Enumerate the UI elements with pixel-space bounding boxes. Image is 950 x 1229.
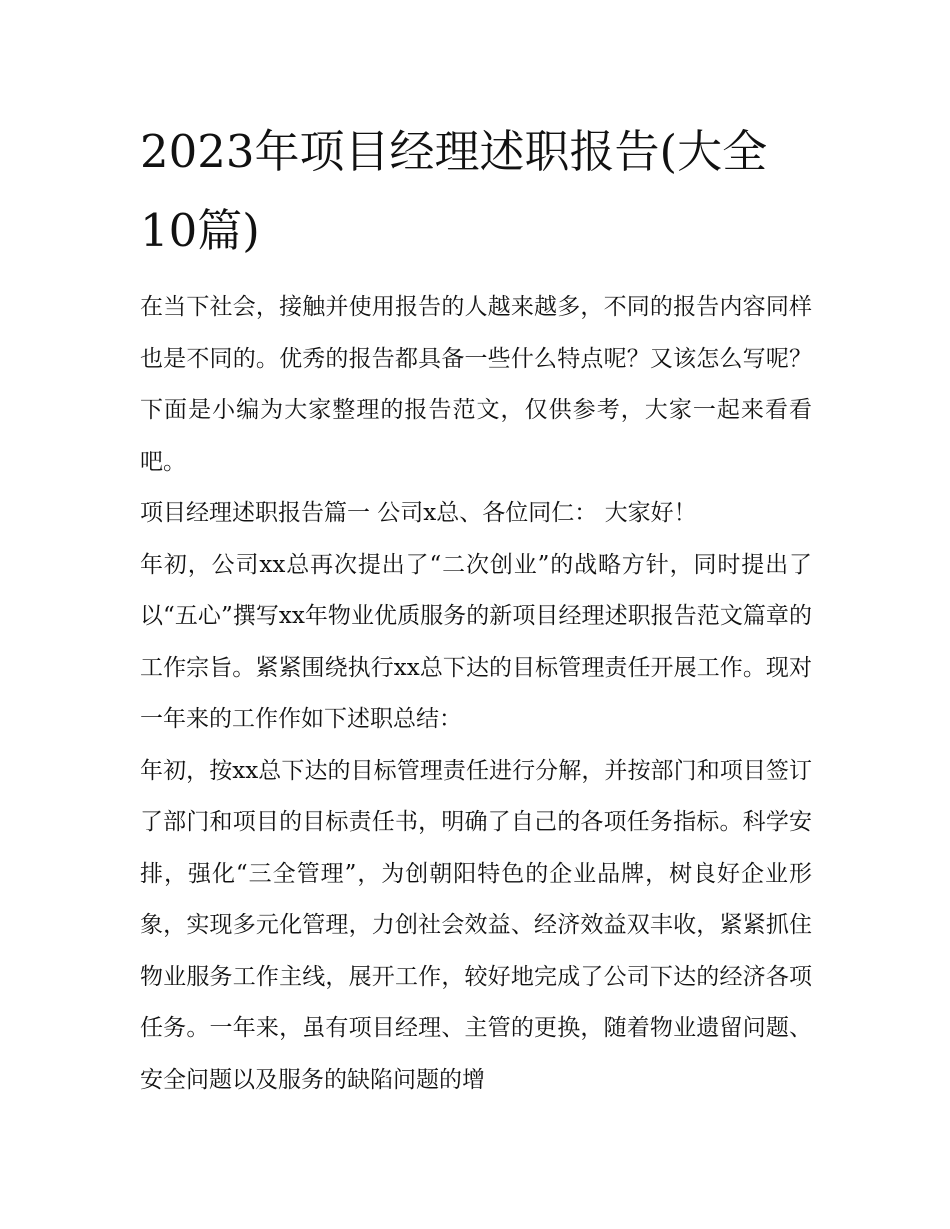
document-body [140, 112, 812, 1106]
paragraph-targets: 年初，按xx总下达的目标管理责任进行分解，并按部门和项目签订了部门和项目的目标责任书，明确了自己的各项任务指标。科学安排，强化“三全管理”，为创朝阳特色的企业品牌，树良好企业形象，实现多元化管理，力创社会效益、经济效益双丰收，紧紧抓住物业服务工作主线，展开工作，较好地完成了公司下达的经济各项任务。一年来，虽有项目经理、主管的更换，随着物业遗留问题、安全问题以及服务的缺陷问题的增 [140, 757, 812, 1093]
document-title: 2023年项目经理述职报告(大全10篇) [140, 125, 768, 257]
paragraph-intro: 在当下社会，接触并使用报告的人越来越多，不同的报告内容同样也是不同的。优秀的报告都具备一些什么特点呢？又该怎么写呢？下面是小编为大家整理的报告范文，仅供参考，大家一起来看看吧。 [140, 294, 812, 475]
paragraph-strategy: 年初，公司xx总再次提出了“二次创业”的战略方针，同时提出了以“五心”撰写xx年物业优质服务的新项目经理述职报告范文篇章的工作宗旨。紧紧围绕执行xx总下达的目标管理责任开展工作。现对一年来的工作作如下述职总结： [140, 551, 812, 732]
paragraph-greeting: 项目经理述职报告篇一 公司x总、各位同仁： 大家好！ [140, 500, 697, 526]
